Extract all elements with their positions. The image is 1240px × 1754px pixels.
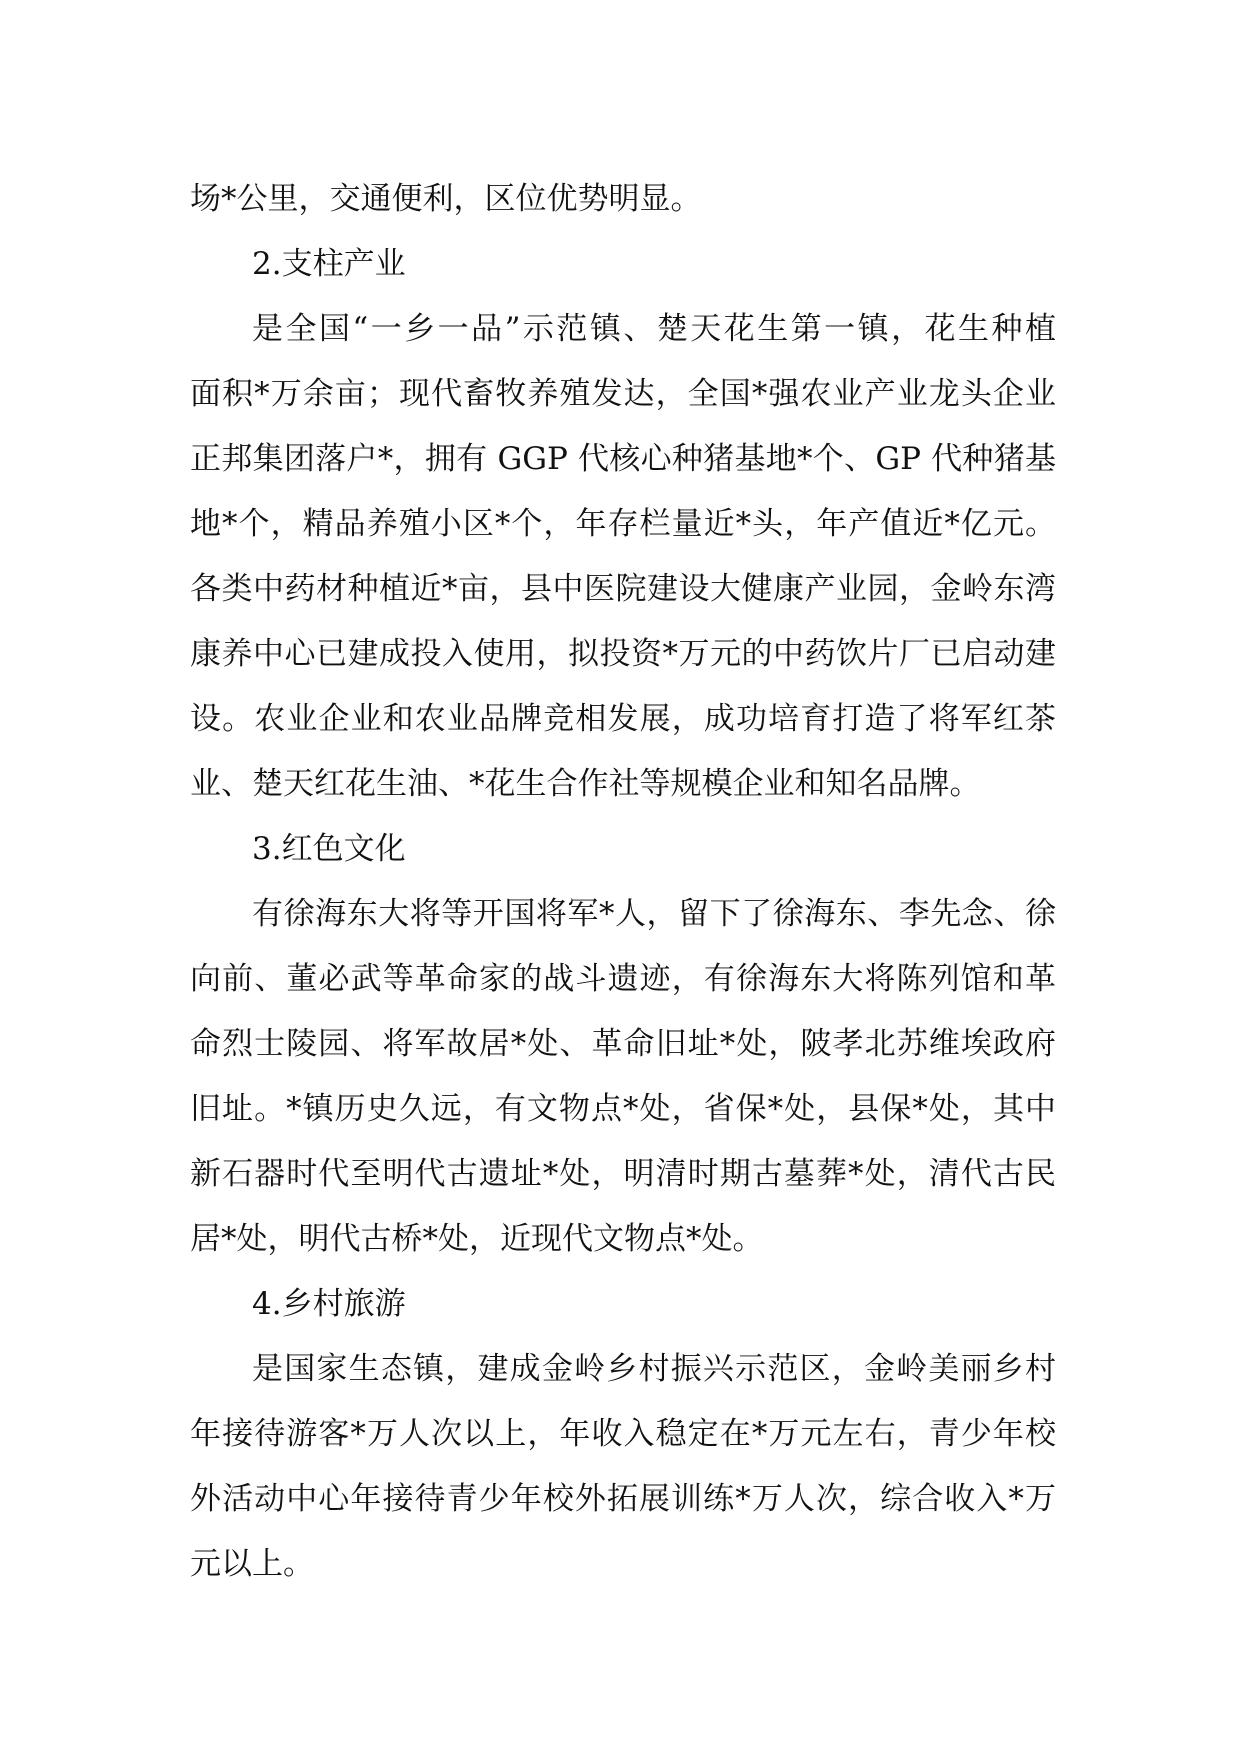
paragraph-line: 居*处，明代古桥*处，近现代文物点*处。 <box>190 1221 764 1257</box>
paragraph-line: 旧址。*镇历史久远，有文物点*处，省保*处，县保*处，其中 <box>190 1091 1056 1127</box>
paragraph-line: 命烈士陵园、将军故居*处、革命旧址*处，陂孝北苏维埃政府 <box>190 1026 1056 1062</box>
paragraph-line: 外活动中心年接待青少年校外拓展训练*万人次，综合收入*万 <box>190 1481 1056 1517</box>
paragraph-line: 各类中药材种植近*亩，县中医院建设大健康产业园，金岭东湾 <box>190 571 1056 607</box>
paragraph-line: 正邦集团落户*，拥有 GGP 代核心种猪基地*个、GP 代种猪基 <box>190 441 1056 477</box>
section-heading-pillar-industry: 2.支柱产业 <box>252 246 406 282</box>
paragraph-line: 年接待游客*万人次以上，年收入稳定在*万元左右，青少年校 <box>190 1416 1056 1452</box>
paragraph-line: 面积*万余亩；现代畜牧养殖发达，全国*强农业产业龙头企业 <box>190 376 1056 412</box>
document-page <box>190 167 1056 1597</box>
section-heading-red-culture: 3.红色文化 <box>252 831 406 867</box>
paragraph-line: 设。农业企业和农业品牌竞相发展，成功培育打造了将军红茶 <box>190 701 1056 737</box>
paragraph-line: 是全国“一乡一品”示范镇、楚天花生第一镇，花生种植 <box>252 311 1056 347</box>
paragraph-line: 业、楚天红花生油、*花生合作社等规模企业和知名品牌。 <box>190 766 981 802</box>
paragraph-line: 地*个，精品养殖小区*个，年存栏量近*头，年产值近*亿元。 <box>190 506 1056 542</box>
paragraph-line: 向前、董必武等革命家的战斗遗迹，有徐海东大将陈列馆和革 <box>190 961 1056 997</box>
paragraph-line: 是国家生态镇，建成金岭乡村振兴示范区，金岭美丽乡村 <box>252 1351 1056 1387</box>
paragraph-line: 新石器时代至明代古遗址*处，明清时期古墓葬*处，清代古民 <box>190 1156 1056 1192</box>
paragraph-line: 康养中心已建成投入使用，拟投资*万元的中药饮片厂已启动建 <box>190 636 1056 672</box>
section-heading-rural-tourism: 4.乡村旅游 <box>252 1286 406 1322</box>
paragraph-line: 元以上。 <box>190 1546 314 1582</box>
paragraph-line: 场*公里，交通便利，区位优势明显。 <box>190 181 702 217</box>
paragraph-line: 有徐海东大将等开国将军*人，留下了徐海东、李先念、徐 <box>252 896 1056 932</box>
